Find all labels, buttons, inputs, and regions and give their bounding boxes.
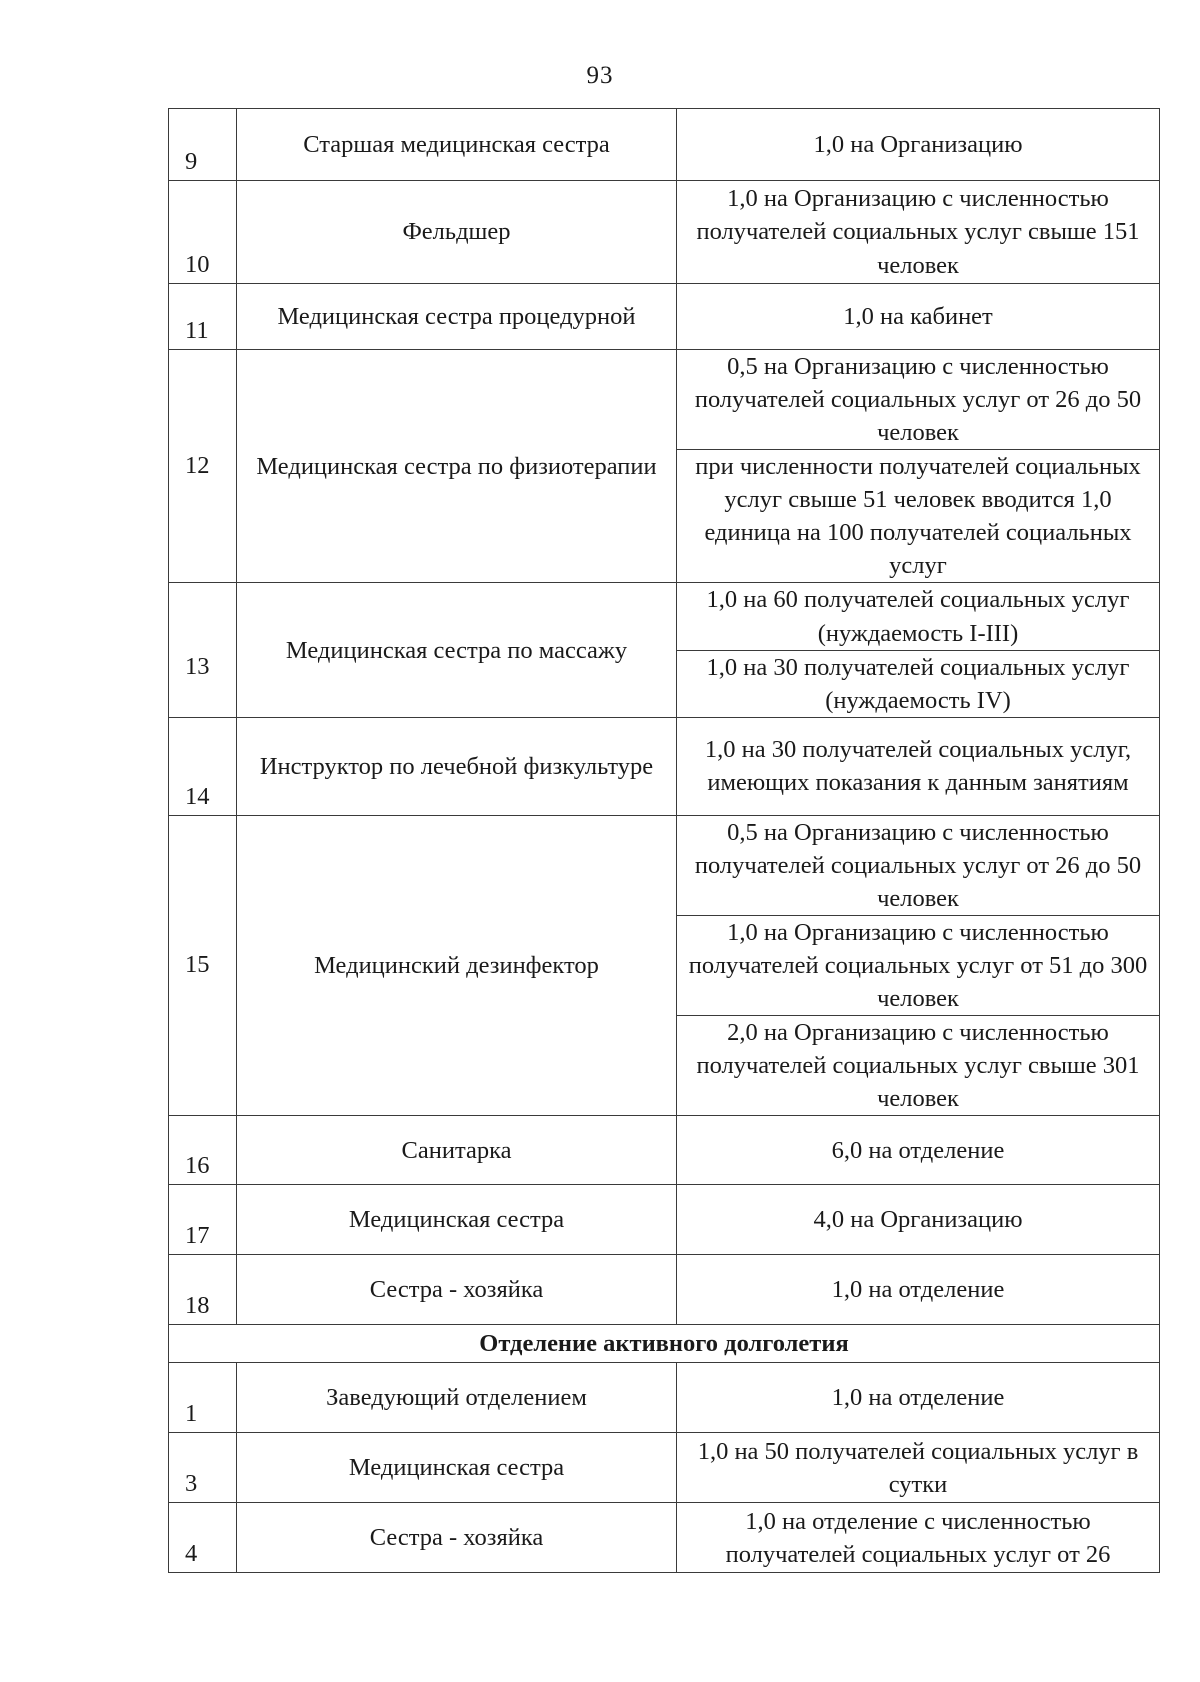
position-cell: Санитарка xyxy=(237,1116,677,1185)
norm-cell: 1,0 на Организацию с численностью получателей социальных услуг от 51 до 300 человек xyxy=(677,915,1160,1015)
table-row xyxy=(169,181,1160,284)
position-cell: Медицинский дезинфектор xyxy=(237,815,677,1116)
table-row xyxy=(169,1503,1160,1573)
norm-cell: 1,0 на кабинет xyxy=(677,284,1160,350)
position-cell: Медицинская сестра по физиотерапии xyxy=(237,350,677,583)
position-cell: Медицинская сестра xyxy=(237,1185,677,1255)
norm-cell: 0,5 на Организацию с численностью получателей социальных услуг от 26 до 50 человек xyxy=(677,815,1160,915)
position-cell: Инструктор по лечебной физкультуре xyxy=(237,717,677,815)
norm-cell: 2,0 на Организацию с численностью получателей социальных услуг свыше 301 человек xyxy=(677,1016,1160,1116)
table-row xyxy=(169,284,1160,350)
page-number: 93 xyxy=(586,62,614,89)
position-cell: Сестра - хозяйка xyxy=(237,1255,677,1325)
norm-cell: 1,0 на 50 получателей социальных услуг в сутки xyxy=(677,1433,1160,1503)
row-number: 10 xyxy=(169,181,237,284)
row-number: 11 xyxy=(169,284,237,350)
norm-cell: 0,5 на Организацию с численностью получателей социальных услуг от 26 до 50 человек xyxy=(677,350,1160,450)
row-number: 14 xyxy=(169,717,237,815)
norm-cell: 1,0 на отделение xyxy=(677,1255,1160,1325)
table-row xyxy=(169,1363,1160,1433)
norm-cell: 1,0 на Организацию xyxy=(677,109,1160,181)
row-number: 18 xyxy=(169,1255,237,1325)
row-number: 1 xyxy=(169,1363,237,1433)
table-row xyxy=(169,717,1160,815)
position-cell: Медицинская сестра xyxy=(237,1433,677,1503)
section-row xyxy=(169,1325,1160,1363)
norm-cell: 1,0 на отделение xyxy=(677,1363,1160,1433)
position-cell: Медицинская сестра по массажу xyxy=(237,583,677,717)
table-row xyxy=(169,1185,1160,1255)
table-row xyxy=(169,109,1160,181)
norm-cell: 6,0 на отделение xyxy=(677,1116,1160,1185)
position-cell: Старшая медицинская сестра xyxy=(237,109,677,181)
position-cell: Медицинская сестра процедурной xyxy=(237,284,677,350)
staffing-table xyxy=(168,108,1160,1573)
row-number: 12 xyxy=(169,350,237,583)
section-title: Отделение активного долголетия xyxy=(169,1325,1160,1363)
table-row xyxy=(169,1255,1160,1325)
row-number: 9 xyxy=(169,109,237,181)
norm-cell: 1,0 на отделение с численностью получателей социальных услуг от 26 xyxy=(677,1503,1160,1573)
norm-cell: 4,0 на Организацию xyxy=(677,1185,1160,1255)
norm-cell: 1,0 на 30 получателей социальных услуг (нуждаемость IV) xyxy=(677,650,1160,717)
norm-cell: 1,0 на 30 получателей социальных услуг, имеющих показания к данным занятиям xyxy=(677,717,1160,815)
position-cell: Фельдшер xyxy=(237,181,677,284)
row-number: 13 xyxy=(169,583,237,717)
row-number: 17 xyxy=(169,1185,237,1255)
row-number: 15 xyxy=(169,815,237,1116)
row-number: 3 xyxy=(169,1433,237,1503)
table-row xyxy=(169,815,1160,915)
norm-cell: 1,0 на Организацию с численностью получателей социальных услуг свыше 151 человек xyxy=(677,181,1160,284)
norm-cell: 1,0 на 60 получателей социальных услуг (нуждаемость I-III) xyxy=(677,583,1160,650)
row-number: 4 xyxy=(169,1503,237,1573)
table-row xyxy=(169,1116,1160,1185)
position-cell: Заведующий отделением xyxy=(237,1363,677,1433)
table-row xyxy=(169,1433,1160,1503)
table-row xyxy=(169,350,1160,450)
position-cell: Сестра - хозяйка xyxy=(237,1503,677,1573)
row-number: 16 xyxy=(169,1116,237,1185)
norm-cell: при численности получателей социальных услуг свыше 51 человек вводится 1,0 единица на 100 получателей социальных услуг xyxy=(677,450,1160,583)
table-row xyxy=(169,583,1160,650)
